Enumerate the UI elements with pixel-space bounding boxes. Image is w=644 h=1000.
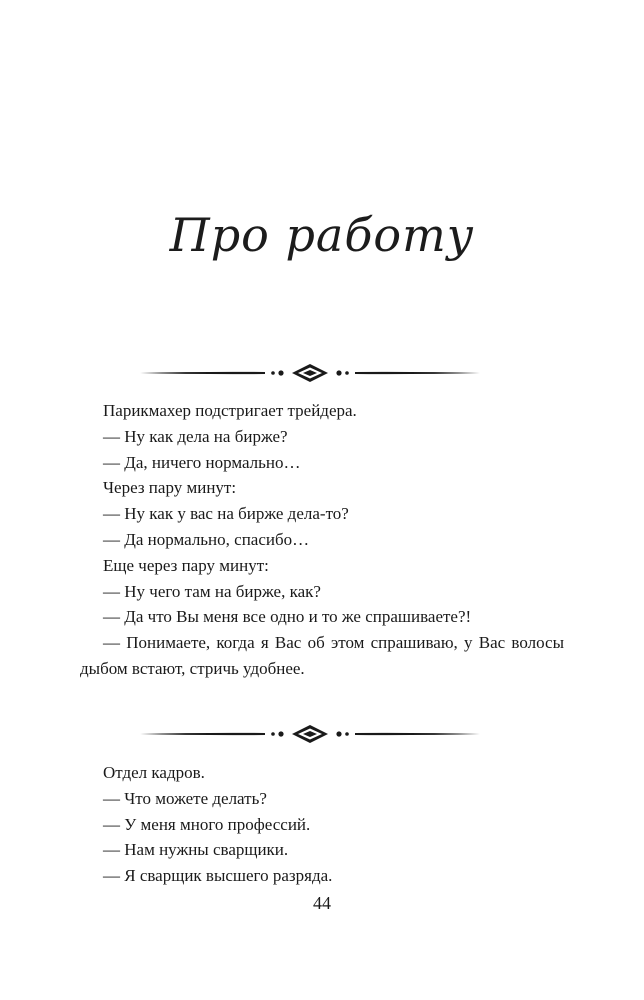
dialog-line: — Да, ничего нормально… <box>103 452 301 472</box>
paragraph: Парикмахер подстригает трейдера. <box>103 401 357 420</box>
ornament-icon <box>140 722 480 746</box>
dialog-line: — Да что Вы меня все одно и то же спрашиваете?! <box>103 607 472 627</box>
dialog-line: — Ну как у вас на бирже дела-то? <box>103 504 349 524</box>
dialog-line: — Я сварщик высшего разряда. <box>103 866 333 886</box>
dialog-line: — Ну как дела на бирже? <box>103 426 288 446</box>
section-2-text <box>80 760 564 889</box>
dialog-line: — Нам нужны сварщики. <box>103 840 289 860</box>
ornament-divider-2 <box>140 722 480 746</box>
dialog-line: — У меня много профессий. <box>103 814 311 834</box>
ornament-divider-1 <box>140 361 480 385</box>
chapter-title: Про работу <box>169 208 475 262</box>
dialog-line: — Да нормально, спасибо… <box>103 529 310 549</box>
ornament-icon <box>140 361 480 385</box>
dialog-line: — Понимаете, когда я Вас об этом спрашиваю, у Вас волосы дыбом встают, стричь удобнее. <box>80 633 564 678</box>
paragraph: Еще через пару минут: <box>103 555 269 575</box>
dialog-line: — Ну чего там на бирже, как? <box>103 581 321 601</box>
paragraph: Отдел кадров. <box>103 763 205 782</box>
section-1-text <box>80 398 564 682</box>
page-number: 44 <box>313 893 331 913</box>
dialog-line: — Что можете делать? <box>103 788 267 808</box>
paragraph: Через пару минут: <box>103 478 237 498</box>
